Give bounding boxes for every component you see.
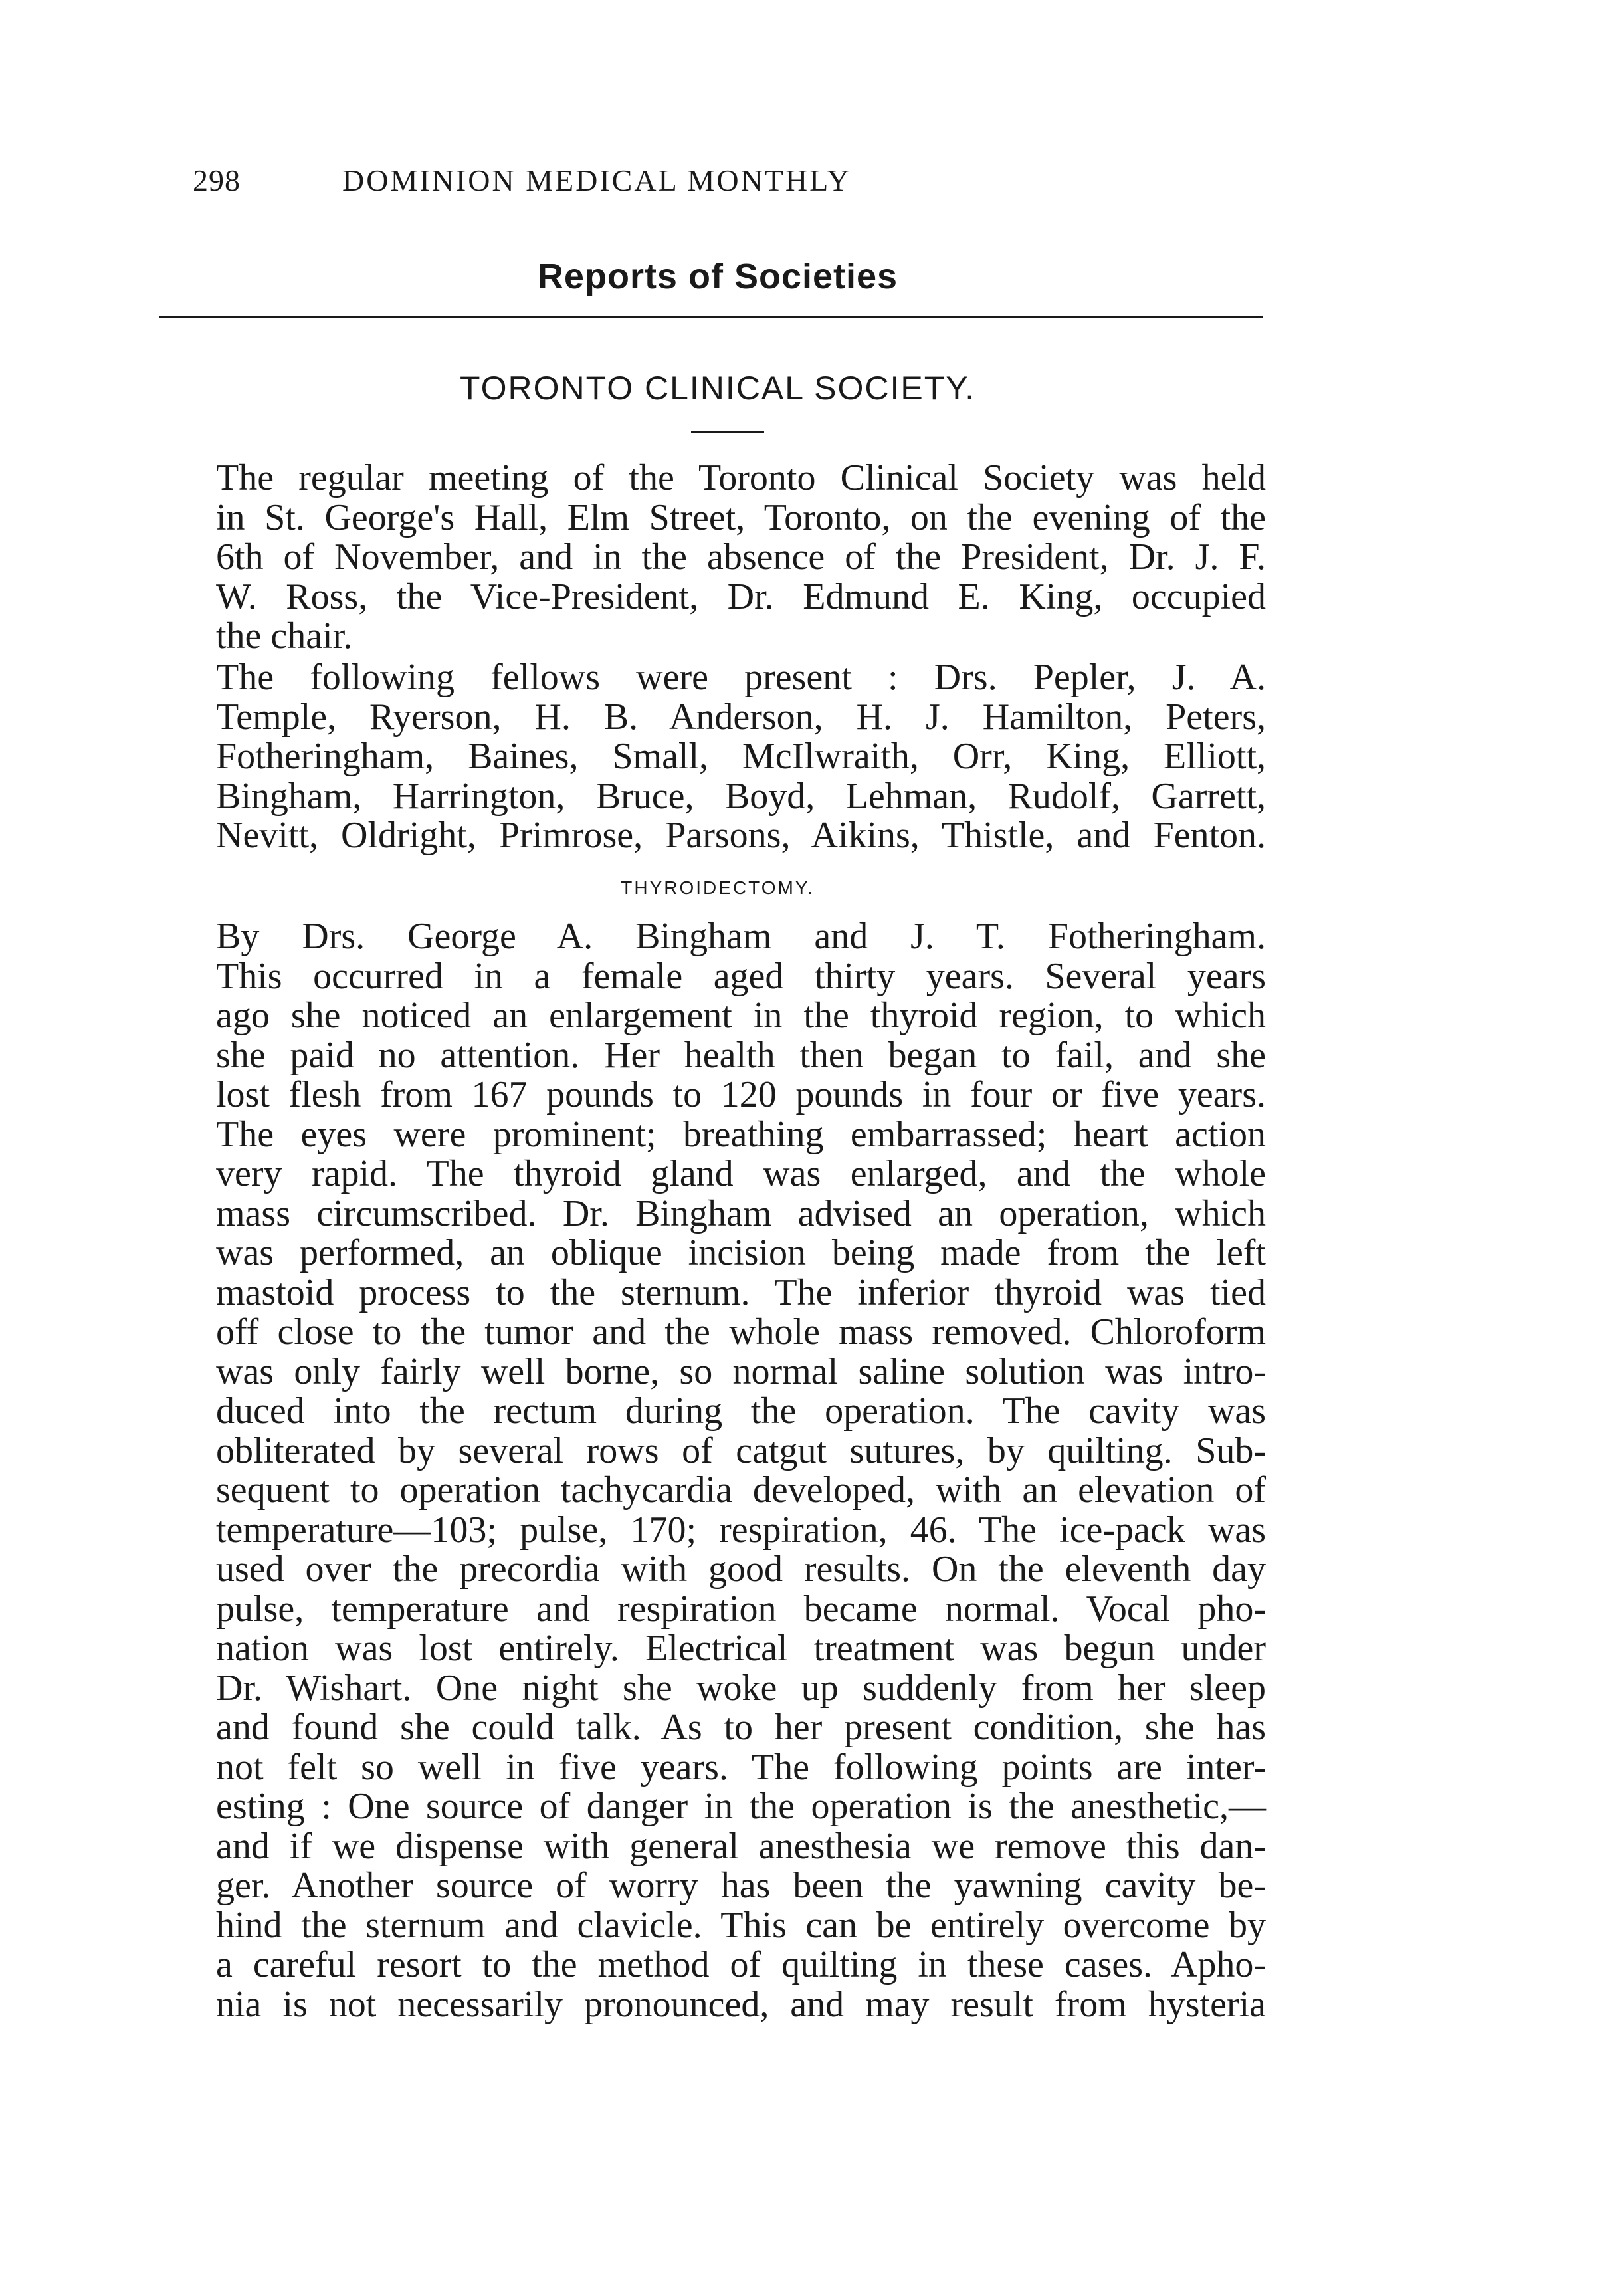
text-line: a careful resort to the method of quilting in these cases. Apho- [216, 1944, 1266, 1985]
text-line: used over the precordia with good results. On the eleventh day [216, 1549, 1266, 1590]
text-line: The eyes were prominent; breathing embarrassed; heart action [216, 1113, 1266, 1155]
text-line: By Drs. George A. Bingham and J. T. Fotheringham. [216, 916, 1266, 957]
text-line: lost flesh from 167 pounds to 120 pounds in four or five years. [216, 1074, 1266, 1115]
text-line: Temple, Ryerson, H. B. Anderson, H. J. Hamilton, Peters, [216, 696, 1266, 738]
paragraph-thyroidectomy [156, 917, 1266, 2024]
subheading-thyroidectomy: THYROIDECTOMY. [621, 877, 815, 898]
text-line: not felt so well in five years. The following points are inter- [216, 1746, 1266, 1788]
page-number: 298 [193, 163, 241, 197]
text-line: W. Ross, the Vice-President, Dr. Edmund E. King, occupied [216, 576, 1266, 617]
text-line: The regular meeting of the Toronto Clinical Society was held [216, 457, 1266, 498]
text-line: ago she noticed an enlargement in the thyroid region, to which [216, 995, 1266, 1036]
text-line: she paid no attention. Her health then began to fail, and she [216, 1034, 1266, 1076]
paragraph-meeting [156, 459, 1266, 657]
text-line: duced into the rectum during the operation. The cavity was [216, 1390, 1266, 1432]
text-line: Nevitt, Oldright, Primrose, Parsons, Aikins, Thistle, and Fenton. [216, 815, 1266, 856]
text-line: was performed, an oblique incision being made from the left [216, 1232, 1266, 1273]
text-line: temperature—103; pulse, 170; respiration, 46. The ice-pack was [216, 1509, 1266, 1551]
text-line: This occurred in a female aged thirty years. Several years [216, 955, 1266, 997]
text-line: esting : One source of danger in the operation is the anesthetic,— [216, 1786, 1266, 1827]
text-line: The following fellows were present : Drs. Pepler, J. A. [216, 657, 1266, 698]
section-title: Reports of Societies [537, 257, 898, 296]
text-line: Dr. Wishart. One night she woke up suddenly from her sleep [216, 1667, 1266, 1709]
section-divider [159, 316, 1263, 318]
society-title: TORONTO CLINICAL SOCIETY. [459, 370, 976, 407]
text-line: mastoid process to the sternum. The inferior thyroid was tied [216, 1271, 1266, 1313]
text-line: nia is not necessarily pronounced, and may result from hysteria [216, 1983, 1266, 2025]
text-line: obliterated by several rows of catgut sutures, by quilting. Sub- [216, 1430, 1266, 1471]
text-line: sequent to operation tachycardia developed, with an elevation of [216, 1469, 1266, 1511]
journal-title: DOMINION MEDICAL MONTHLY [342, 163, 851, 197]
text-line: Fotheringham, Baines, Small, McIlwraith, Orr, King, Elliott, [216, 736, 1266, 777]
text-line: ger. Another source of worry has been the yawning cavity be- [216, 1865, 1266, 1906]
text-line: very rapid. The thyroid gland was enlarged, and the whole [216, 1153, 1266, 1194]
text-line: in St. George's Hall, Elm Street, Toronto, on the evening of the [216, 496, 1266, 538]
text-line: and if we dispense with general anesthesia we remove this dan- [216, 1825, 1266, 1867]
text-line: nation was lost entirely. Electrical treatment was begun under [216, 1628, 1266, 1669]
text-line: 6th of November, and in the absence of the President, Dr. J. F. [216, 536, 1266, 578]
page-header [193, 163, 1243, 209]
text-line: off close to the tumor and the whole mass removed. Chloroform [216, 1311, 1266, 1352]
title-divider [691, 431, 764, 433]
text-line: was only fairly well borne, so normal saline solution was intro- [216, 1351, 1266, 1392]
text-line: Bingham, Harrington, Bruce, Boyd, Lehman, Rudolf, Garrett, [216, 775, 1266, 817]
text-line: and found she could talk. As to her present condition, she has [216, 1707, 1266, 1748]
text-line: pulse, temperature and respiration became normal. Vocal pho- [216, 1588, 1266, 1630]
text-line: mass circumscribed. Dr. Bingham advised an operation, which [216, 1192, 1266, 1234]
paragraph-fellows [156, 658, 1266, 856]
text-line: the chair. [216, 615, 353, 657]
text-line: hind the sternum and clavicle. This can be entirely overcome by [216, 1904, 1266, 1946]
